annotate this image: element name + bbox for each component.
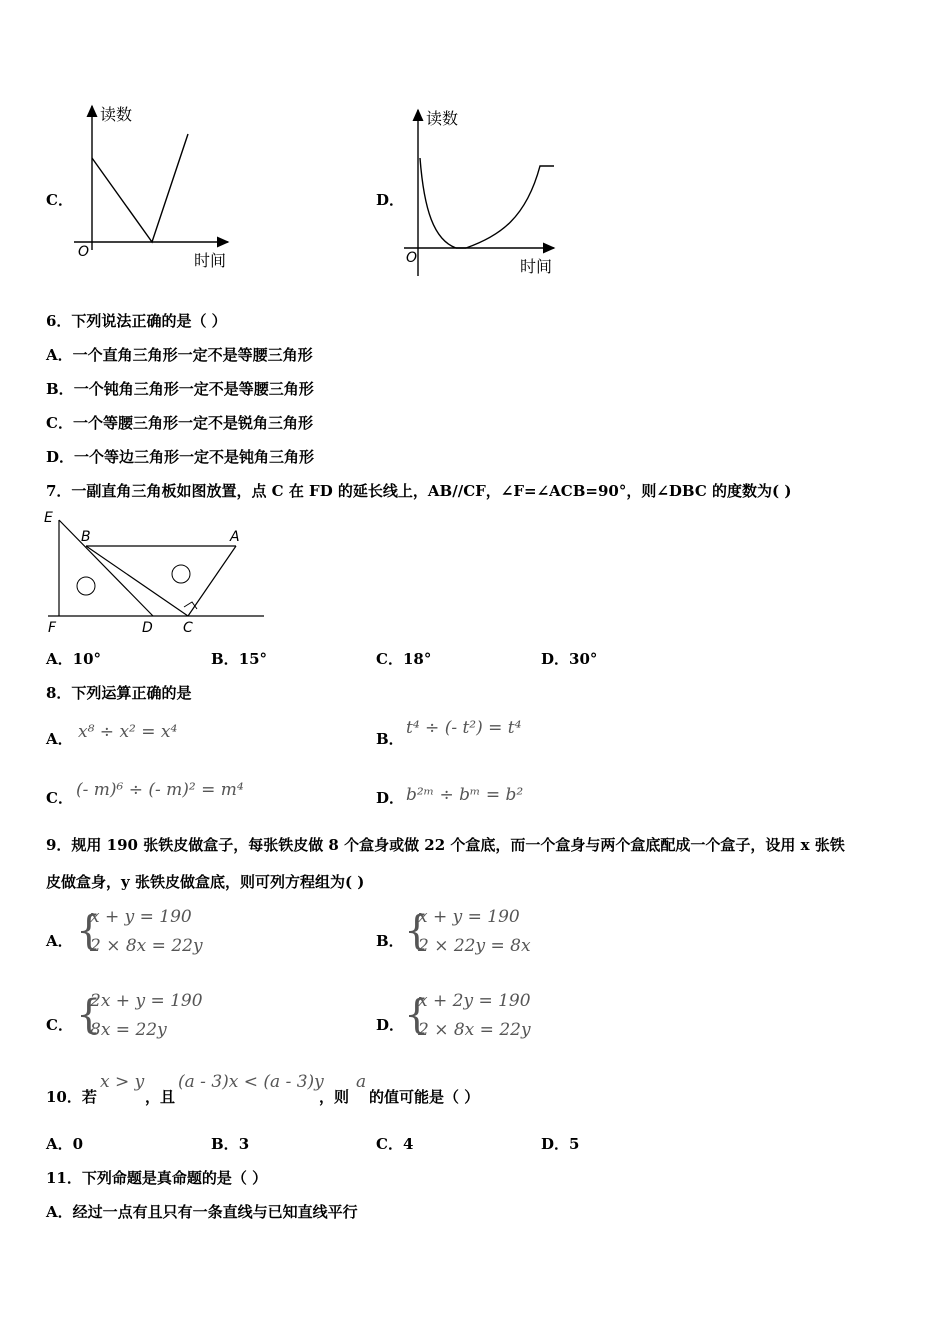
graph-d-origin: O — [406, 250, 418, 266]
graph-c-y-label: 读数 — [100, 105, 133, 124]
equation: 2 × 8x = 22y — [418, 1020, 531, 1040]
q7-figure — [40, 508, 275, 638]
q6-option-b — [46, 379, 314, 399]
label-f: F — [48, 620, 57, 636]
option-text: 一个钝角三角形一定不是等腰三角形 — [73, 380, 314, 398]
option-label: B． — [211, 1135, 239, 1153]
q10-option-a — [46, 1134, 83, 1154]
brace-icon: { — [404, 992, 430, 1038]
equation: 2 × 22y = 8x — [418, 936, 531, 956]
equation: x + y = 190 — [90, 907, 192, 927]
option-text: 一个等边三角形一定不是钝角三角形 — [74, 448, 315, 466]
q7-option-d — [541, 649, 597, 669]
option-label: C． — [376, 1135, 403, 1153]
q8-option-d-label: D． — [376, 789, 405, 807]
option-text: 30° — [569, 650, 598, 668]
q11-option-a — [46, 1202, 358, 1222]
q10-option-b — [211, 1134, 249, 1154]
equation: 2x + y = 190 — [90, 991, 203, 1011]
equation: x + y = 190 — [418, 907, 520, 927]
q10-prefix: 10．若 — [46, 1088, 97, 1106]
graph-d-y-label: 读数 — [426, 109, 459, 128]
q6-option-d — [46, 447, 314, 467]
option-text: 一个直角三角形一定不是等腰三角形 — [72, 346, 313, 364]
q9-option-c-label: C． — [46, 1016, 73, 1034]
option-text: 一个等腰三角形一定不是锐角三角形 — [72, 414, 313, 432]
q10-mid: ，且 — [145, 1088, 176, 1106]
q9-option-a-label: A． — [46, 932, 73, 950]
option-text: 经过一点有且只有一条直线与已知直线平行 — [72, 1203, 358, 1221]
q10-option-c — [376, 1134, 413, 1154]
option-label: D． — [541, 1135, 570, 1153]
q9-stem-line1: 9．规用 190 张铁皮做盒子，每张铁皮做 8 个盒身或做 22 个盒底，而一个盒身与两个盒底配成一个盒子，设用 x 张铁 — [46, 836, 845, 854]
option-label: D． — [541, 650, 570, 668]
brace-icon: { — [404, 908, 430, 954]
equation: 2 × 8x = 22y — [90, 936, 203, 956]
q7-option-c — [376, 649, 431, 669]
q10-suffix: 的值可能是（ ） — [369, 1088, 480, 1106]
q10-option-d — [541, 1134, 579, 1154]
q9-option-b-label: B． — [376, 932, 404, 950]
q5-graph-c — [70, 96, 240, 276]
label-d: D — [142, 620, 153, 636]
option-text: 0 — [72, 1135, 84, 1153]
option-text: 5 — [569, 1135, 580, 1153]
equation: 8x = 22y — [90, 1020, 167, 1040]
q10-cond1: x > y — [100, 1072, 145, 1092]
graph-c-origin: O — [78, 244, 90, 260]
option-label: A． — [46, 650, 73, 668]
q5-graph-d — [400, 100, 570, 280]
q10-var: a — [356, 1072, 367, 1092]
option-text: 10° — [72, 650, 102, 668]
option-text: 3 — [238, 1135, 250, 1153]
q8-option-a-formula: x⁸ ÷ x² = x⁴ — [78, 722, 178, 742]
q5-option-c-label: C． — [46, 191, 73, 209]
option-label: C． — [376, 650, 403, 668]
q8-option-b-label: B． — [376, 730, 404, 748]
graph-d-x-label: 时间 — [520, 257, 553, 276]
graph-c-x-label: 时间 — [194, 251, 227, 270]
label-e: E — [44, 510, 53, 526]
option-label: D． — [46, 448, 75, 466]
q5-option-d-label: D． — [376, 191, 405, 209]
option-label: A． — [46, 1135, 73, 1153]
option-text: 15° — [238, 650, 268, 668]
q6-stem: 6．下列说法正确的是（ ） — [46, 312, 227, 330]
q9-stem-line2: 皮做盒身，y 张铁皮做盒底，则可列方程组为( ) — [46, 873, 365, 891]
q10-cond2: (a - 3)x < (a - 3)y — [178, 1072, 324, 1092]
q8-stem: 8．下列运算正确的是 — [46, 684, 192, 702]
option-label: A． — [46, 346, 73, 364]
q7-stem: 7．一副直角三角板如图放置，点 C 在 FD 的延长线上，AB//CF，∠F=∠ACB=90°，则∠DBC 的度数为( ) — [46, 482, 792, 500]
q8-option-b-formula: t⁴ ÷ (- t²) = t⁴ — [406, 718, 522, 738]
q7-option-b — [211, 649, 267, 669]
q8-option-c-formula: (- m)⁶ ÷ (- m)² = m⁴ — [76, 780, 244, 800]
label-a: A — [230, 529, 240, 545]
q7-option-a — [46, 649, 101, 669]
q6-option-c — [46, 413, 313, 433]
label-c: C — [183, 620, 193, 636]
q8-option-a-label: A． — [46, 730, 73, 748]
option-label: B． — [46, 380, 74, 398]
option-text: 18° — [402, 650, 432, 668]
q8-option-d-formula: b²ᵐ ÷ bᵐ = b² — [406, 785, 524, 805]
equation: x + 2y = 190 — [418, 991, 531, 1011]
option-label: B． — [211, 650, 239, 668]
q11-stem: 11．下列命题是真命题的是（ ） — [46, 1169, 268, 1187]
brace-icon: { — [76, 908, 102, 954]
q6-option-a — [46, 345, 313, 365]
option-label: C． — [46, 414, 73, 432]
brace-icon: { — [76, 992, 102, 1038]
option-text: 4 — [402, 1135, 414, 1153]
q8-option-c-label: C． — [46, 789, 73, 807]
q10-mid2: ，则 — [319, 1088, 350, 1106]
label-b: B — [81, 529, 91, 545]
option-label: A． — [46, 1203, 73, 1221]
q9-option-d-label: D． — [376, 1016, 405, 1034]
